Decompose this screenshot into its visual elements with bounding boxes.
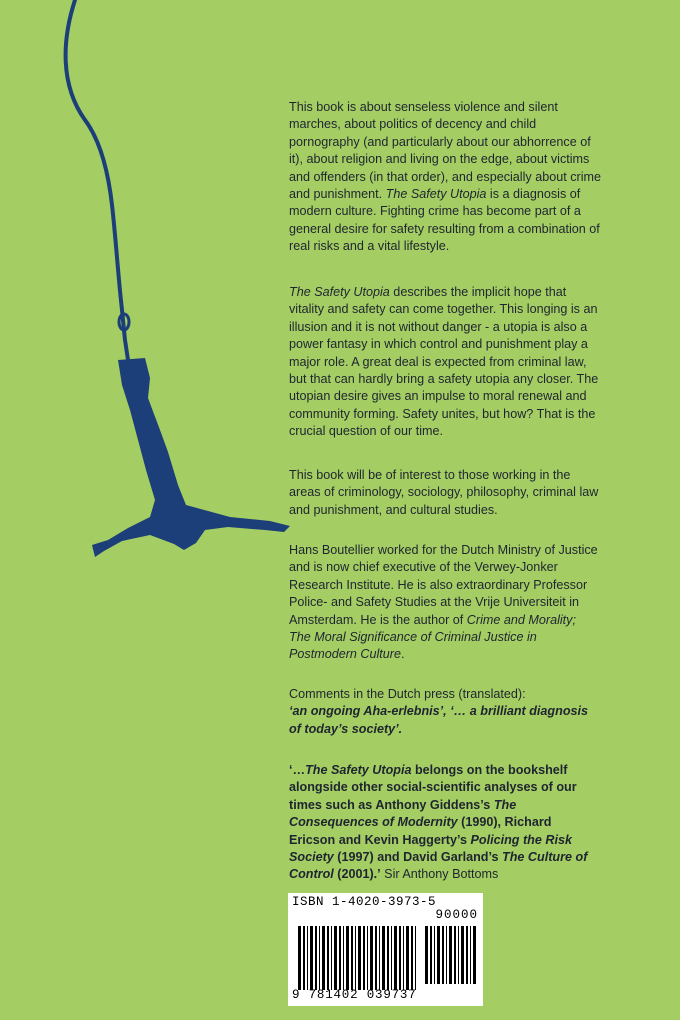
q-text-1: belongs on the bookshelf alongside other social-scientific analyses of our times such as Anthony Giddens’s	[289, 763, 577, 812]
description-paragraph-1	[289, 99, 601, 256]
isbn-barcode	[288, 893, 483, 1006]
bungee-jumper-illustration	[0, 0, 300, 570]
bungee-cord	[66, 0, 128, 360]
endorsement-quote	[289, 762, 601, 884]
p1-text-a: This book is about senseless violence and silent marches, about politics of decency and child pornography (and particularly about our abhorrence of it), about religion and living on the edge, about victims and offenders (in that order), and especially about crime and punishment.	[289, 100, 601, 202]
p2-title: The Safety Utopia	[289, 285, 390, 299]
press-intro: Comments in the Dutch press (translated):	[289, 687, 526, 701]
p4-text-a: Hans Boutellier worked for the Dutch Ministry of Justice and is now chief executive of the Verwey-Jonker Research Institute. He is also extraordinary Professor Police- and Safety Studies at the Vrije Universiteit in Amsterdam. He is the author of	[289, 543, 598, 627]
isbn-number: ISBN 1-4020-3973-5	[292, 895, 437, 909]
addon-barcode-bars	[425, 926, 477, 984]
ean-barcode-bars	[298, 926, 418, 990]
price-code: 90000	[435, 908, 478, 922]
q-text-3: (1997) and David Garland’s	[333, 850, 503, 865]
p1-title: The Safety Utopia	[385, 187, 487, 202]
jumper-silhouette	[92, 358, 290, 557]
q-title-3: Policing the Risk Society	[289, 832, 572, 865]
q-attribution: Sir Anthony Bottoms	[380, 867, 499, 882]
q-text-2: (1990), Richard Ericson and Kevin Haggerty’s	[289, 815, 552, 847]
q-title-2: The Consequences of Modernity	[289, 797, 517, 830]
author-bio-paragraph	[289, 542, 601, 664]
q-title-4: The Culture of Control	[289, 850, 588, 882]
press-comments	[289, 686, 601, 738]
p2-text: describes the implicit hope that vitality and safety can come together. This longing is an illusion and it is not without danger - a utopia is also a power fantasy in which control and punishment play a major role. A great deal is expected from criminal law, but that can hardly bring a safety utopia any closer. The utopian desire gives an impulse to moral renewal and community forming. Safety unites, but how? That is the crucial question of our time.	[289, 285, 599, 439]
p3-text: This book will be of interest to those working in the areas of criminology, sociology, philosophy, criminal law and punishment, and cultural studies.	[289, 468, 599, 517]
audience-paragraph	[289, 467, 601, 519]
q-text-4: (2001).’	[333, 867, 381, 882]
ean-digits: 9 781402 039737	[292, 988, 417, 1002]
q-open: ‘…	[289, 763, 306, 777]
press-quote: ‘an ongoing Aha-erlebnis’, ‘… a brilliant diagnosis of today’s society’.	[289, 704, 589, 736]
description-paragraph-2	[289, 284, 601, 441]
p1-text-b: is a diagnosis of modern culture. Fighting crime has become part of a general desire for safety resulting from a combination of real risks and a vital lifestyle.	[289, 187, 600, 254]
p4-text-b: .	[401, 647, 405, 662]
p4-book-title: Crime and Morality; The Moral Significance of Criminal Justice in Postmodern Culture	[289, 612, 576, 662]
q-title-1: The Safety Utopia	[305, 763, 412, 777]
